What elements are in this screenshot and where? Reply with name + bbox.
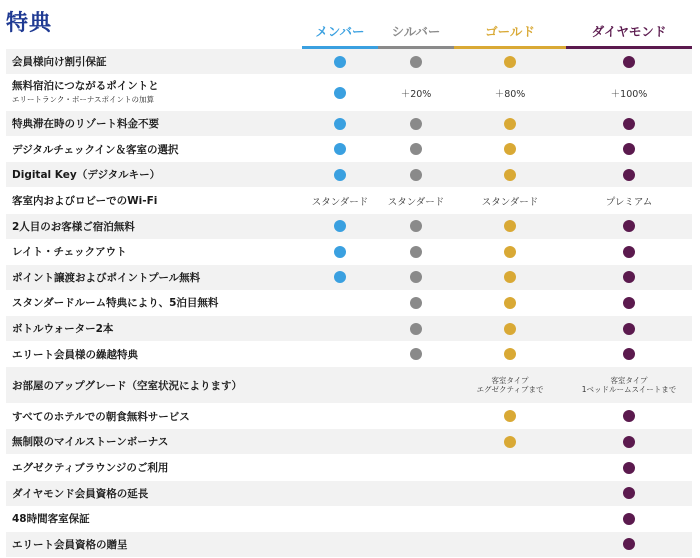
benefit-dot-icon bbox=[410, 143, 422, 155]
cell-diamond bbox=[566, 455, 692, 480]
page-title: 特典 bbox=[6, 11, 53, 36]
table-row bbox=[6, 367, 692, 404]
cell-silver bbox=[378, 49, 454, 74]
benefit-dot-icon bbox=[504, 271, 516, 283]
benefit-label: 客室内およびロビーでのWi-Fi bbox=[12, 195, 158, 207]
cell-diamond bbox=[566, 290, 692, 315]
table-row bbox=[6, 137, 692, 163]
cell-member bbox=[302, 481, 378, 506]
cell-silver bbox=[378, 455, 454, 480]
cell-diamond bbox=[566, 111, 692, 136]
cell-gold bbox=[454, 367, 566, 403]
benefit-label: 48時間客室保証 bbox=[12, 513, 90, 526]
cell-gold bbox=[454, 481, 566, 506]
benefit-dot-icon bbox=[410, 297, 422, 309]
benefit-dot-icon bbox=[504, 169, 516, 181]
cell-diamond bbox=[566, 188, 692, 213]
cell-member bbox=[302, 404, 378, 429]
benefit-dot-icon bbox=[504, 56, 516, 68]
cell-diamond bbox=[566, 239, 692, 264]
cell-member bbox=[302, 506, 378, 531]
benefit-dot-icon bbox=[504, 297, 516, 309]
cell-member bbox=[302, 49, 378, 74]
cell-gold bbox=[454, 342, 566, 367]
cell-gold bbox=[454, 49, 566, 74]
benefit-dot-icon bbox=[334, 56, 346, 68]
cell-silver bbox=[378, 239, 454, 264]
benefit-label: ポイント譲渡およびポイントプール無料 bbox=[12, 271, 201, 284]
table-row bbox=[6, 532, 692, 558]
benefit-value: 客室タイプ 1ベッドルームスイートまで bbox=[581, 376, 677, 395]
benefit-dot-icon bbox=[623, 143, 635, 155]
benefit-dot-icon bbox=[334, 118, 346, 130]
benefit-label: エリート会員様の繰越特典 bbox=[12, 348, 138, 361]
cell-member bbox=[302, 367, 378, 403]
cell-gold bbox=[454, 214, 566, 239]
benefit-label: 会員様向け割引保証 bbox=[12, 56, 107, 68]
table-row bbox=[6, 290, 692, 316]
benefit-dot-icon bbox=[334, 87, 346, 99]
cell-gold bbox=[454, 265, 566, 290]
benefit-dot-icon bbox=[623, 246, 635, 258]
benefit-label: 特典滞在時のリゾート料金不要 bbox=[12, 118, 159, 131]
benefit-label: お部屋のアップグレード（空室状況によります） bbox=[12, 379, 242, 392]
cell-gold bbox=[454, 162, 566, 187]
cell-silver bbox=[378, 429, 454, 454]
benefit-dot-icon bbox=[623, 323, 635, 335]
cell-silver bbox=[378, 404, 454, 429]
cell-diamond bbox=[566, 481, 692, 506]
benefit-dot-icon bbox=[623, 169, 635, 181]
table-row bbox=[6, 342, 692, 368]
table-row bbox=[6, 49, 692, 75]
table-row bbox=[6, 188, 692, 214]
cell-silver bbox=[378, 342, 454, 367]
benefit-value: スタンダード bbox=[387, 196, 445, 208]
cell-member bbox=[302, 214, 378, 239]
benefit-dot-icon bbox=[623, 538, 635, 550]
benefit-dot-icon bbox=[504, 323, 516, 335]
cell-gold bbox=[454, 404, 566, 429]
benefit-dot-icon bbox=[334, 169, 346, 181]
cell-gold bbox=[454, 506, 566, 531]
cell-gold bbox=[454, 455, 566, 480]
benefit-value: スタンダード bbox=[481, 196, 539, 208]
benefit-dot-icon bbox=[504, 436, 516, 448]
table-row bbox=[6, 265, 692, 291]
benefit-dot-icon bbox=[334, 246, 346, 258]
cell-gold bbox=[454, 188, 566, 213]
benefit-label-main: 無料宿泊につながるポイントと bbox=[12, 79, 159, 92]
benefit-dot-icon bbox=[623, 410, 635, 422]
benefit-value: プレミアム bbox=[605, 196, 653, 208]
benefit-dot-icon bbox=[410, 118, 422, 130]
cell-member bbox=[302, 111, 378, 136]
benefit-dot-icon bbox=[623, 56, 635, 68]
benefit-dot-icon bbox=[623, 462, 635, 474]
cell-silver bbox=[378, 265, 454, 290]
benefit-dot-icon bbox=[334, 271, 346, 283]
benefit-label: スタンダードルーム特典により、5泊目無料 bbox=[12, 297, 219, 310]
benefit-dot-icon bbox=[410, 220, 422, 232]
benefit-value: スタンダード bbox=[311, 196, 369, 208]
benefit-dot-icon bbox=[504, 220, 516, 232]
cell-member bbox=[302, 342, 378, 367]
benefit-value: ＋80% bbox=[494, 88, 526, 100]
cell-silver bbox=[378, 316, 454, 341]
table-row bbox=[6, 455, 692, 481]
cell-diamond bbox=[566, 162, 692, 187]
cell-member bbox=[302, 316, 378, 341]
cell-diamond bbox=[566, 49, 692, 74]
benefit-value: ＋20% bbox=[400, 88, 432, 100]
table-row bbox=[6, 162, 692, 188]
benefit-dot-icon bbox=[504, 143, 516, 155]
cell-diamond bbox=[566, 342, 692, 367]
table-row bbox=[6, 239, 692, 265]
cell-silver bbox=[378, 162, 454, 187]
benefit-label: Digital Key（デジタルキー） bbox=[12, 169, 161, 182]
benefit-label: 無制限のマイルストーンボーナス bbox=[12, 436, 169, 449]
benefit-label: デジタルチェックイン＆客室の選択 bbox=[12, 143, 179, 156]
cell-diamond bbox=[566, 506, 692, 531]
cell-gold bbox=[454, 137, 566, 162]
benefit-label: 2人目のお客様ご宿泊無料 bbox=[12, 220, 135, 233]
benefit-dot-icon bbox=[623, 297, 635, 309]
benefit-label: レイト・チェックアウト bbox=[12, 246, 127, 259]
cell-diamond bbox=[566, 265, 692, 290]
benefit-label: エグゼクティブラウンジのご利用 bbox=[12, 462, 169, 474]
benefit-dot-icon bbox=[623, 487, 635, 499]
table-row bbox=[6, 316, 692, 342]
cell-silver bbox=[378, 367, 454, 403]
benefit-dot-icon bbox=[334, 220, 346, 232]
cell-gold bbox=[454, 111, 566, 136]
benefit-label: エリート会員資格の贈呈 bbox=[12, 538, 128, 551]
table-row bbox=[6, 429, 692, 455]
cell-member bbox=[302, 455, 378, 480]
cell-gold bbox=[454, 316, 566, 341]
benefit-dot-icon bbox=[504, 410, 516, 422]
cell-silver bbox=[378, 137, 454, 162]
cell-diamond bbox=[566, 214, 692, 239]
benefit-dot-icon bbox=[623, 436, 635, 448]
cell-member bbox=[302, 239, 378, 264]
table-row bbox=[6, 506, 692, 532]
table-row bbox=[6, 75, 692, 112]
benefit-label: ダイヤモンド会員資格の延長 bbox=[12, 487, 149, 500]
benefit-dot-icon bbox=[410, 56, 422, 68]
cell-silver bbox=[378, 506, 454, 531]
cell-gold bbox=[454, 75, 566, 111]
cell-silver bbox=[378, 111, 454, 136]
tier-header-member: メンバー bbox=[302, 22, 378, 49]
table-row bbox=[6, 404, 692, 430]
cell-member bbox=[302, 265, 378, 290]
cell-diamond bbox=[566, 75, 692, 111]
benefit-dot-icon bbox=[623, 513, 635, 525]
cell-member bbox=[302, 75, 378, 111]
benefit-dot-icon bbox=[334, 143, 346, 155]
cell-gold bbox=[454, 429, 566, 454]
benefit-dot-icon bbox=[410, 348, 422, 360]
cell-diamond bbox=[566, 137, 692, 162]
benefit-dot-icon bbox=[410, 271, 422, 283]
benefit-dot-icon bbox=[410, 323, 422, 335]
tier-header-silver: シルバー bbox=[378, 22, 454, 49]
benefit-dot-icon bbox=[623, 118, 635, 130]
benefit-label-sub: エリートランク・ボーナスポイントの加算 bbox=[12, 94, 155, 104]
cell-diamond bbox=[566, 532, 692, 557]
cell-silver bbox=[378, 214, 454, 239]
tier-header-gold: ゴールド bbox=[454, 22, 566, 49]
cell-silver bbox=[378, 532, 454, 557]
cell-member bbox=[302, 137, 378, 162]
benefit-dot-icon bbox=[623, 271, 635, 283]
table-row bbox=[6, 214, 692, 240]
table-row bbox=[6, 481, 692, 507]
benefit-dot-icon bbox=[504, 348, 516, 360]
benefit-dot-icon bbox=[410, 169, 422, 181]
cell-diamond bbox=[566, 404, 692, 429]
cell-member bbox=[302, 429, 378, 454]
cell-diamond bbox=[566, 429, 692, 454]
cell-diamond bbox=[566, 367, 692, 403]
benefit-label bbox=[12, 75, 159, 111]
cell-member bbox=[302, 290, 378, 315]
benefit-dot-icon bbox=[623, 348, 635, 360]
cell-gold bbox=[454, 290, 566, 315]
cell-gold bbox=[454, 239, 566, 264]
table-row bbox=[6, 111, 692, 137]
cell-gold bbox=[454, 532, 566, 557]
cell-silver bbox=[378, 290, 454, 315]
benefit-dot-icon bbox=[410, 246, 422, 258]
cell-member bbox=[302, 188, 378, 213]
cell-silver bbox=[378, 75, 454, 111]
cell-silver bbox=[378, 481, 454, 506]
benefit-value: ＋100% bbox=[610, 88, 648, 100]
cell-member bbox=[302, 162, 378, 187]
benefit-label: ボトルウォーター2本 bbox=[12, 323, 114, 335]
benefit-label: すべてのホテルでの朝食無料サービス bbox=[12, 410, 190, 423]
benefit-dot-icon bbox=[504, 118, 516, 130]
tier-header-diamond: ダイヤモンド bbox=[566, 22, 692, 49]
benefit-dot-icon bbox=[623, 220, 635, 232]
cell-diamond bbox=[566, 316, 692, 341]
cell-silver bbox=[378, 188, 454, 213]
benefit-value: 客室タイプ エグゼクティブまで bbox=[476, 376, 544, 395]
cell-member bbox=[302, 532, 378, 557]
benefit-dot-icon bbox=[504, 246, 516, 258]
